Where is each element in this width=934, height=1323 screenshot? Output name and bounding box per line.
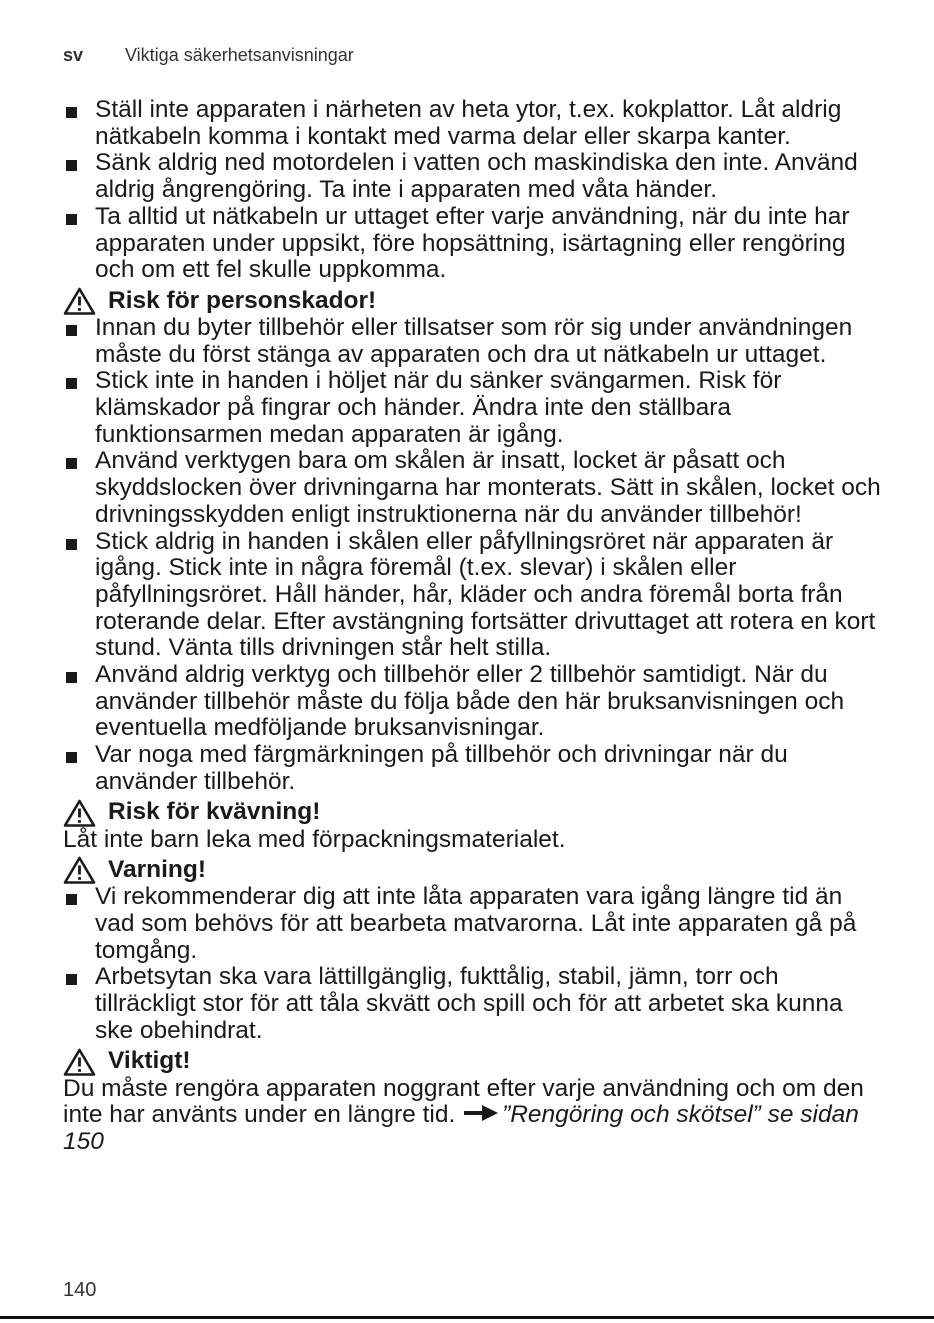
important-heading: Viktigt! [63, 1048, 883, 1076]
suffocation-heading: Risk för kvävning! [63, 799, 883, 827]
list-item: Ta alltid ut nätkabeln ur uttaget efter varje användning, när du inte har apparaten under uppsikt, före hopsättning, isärtagning eller rengöring och om ett fel skulle uppkomma. [63, 204, 883, 284]
list-item: Vi rekommenderar dig att inte låta apparaten vara igång längre tid än vad som behövs för att bearbeta matvarorna. Låt inte apparaten gå på tomgång. [63, 884, 883, 964]
list-item: Var noga med färgmärkningen på tillbehör och drivningar när du använder tillbehör. [63, 742, 883, 795]
square-bullet-icon [66, 458, 77, 469]
warning-triangle-icon [63, 287, 96, 315]
intro-bullet-list [63, 97, 883, 284]
list-item: Arbetsytan ska vara lättillgänglig, fukttålig, stabil, jämn, torr och tillräckligt stor för att tåla skvätt och spill och för att arbetet ska kunna ske obehindrat. [63, 964, 883, 1044]
square-bullet-icon [66, 378, 77, 389]
list-item: Stick aldrig in handen i skålen eller påfyllningsröret när apparaten är igång. Stick inte in några föremål (t.ex. slevar) i skålen eller påfyllningsröret. Håll händer, hår, kläder och andra föremål borta från roterande delar. Efter avstängning fortsätter drivuttaget att rotera en kort stund. Vänta tills drivningen står helt stilla. [63, 529, 883, 663]
list-item: Innan du byter tillbehör eller tillsatser som rör sig under användningen måste du först stänga av apparaten och dra ut nätkabeln ur uttaget. [63, 315, 883, 368]
square-bullet-icon [66, 752, 77, 763]
suffocation-section [63, 799, 883, 854]
list-item: Ställ inte apparaten i närheten av heta ytor, t.ex. kokplattor. Låt aldrig nätkabeln komma i kontakt med varma delar eller skarpa kanter. [63, 97, 883, 150]
warning-bullet-list [63, 884, 883, 1044]
square-bullet-icon [66, 214, 77, 225]
suffocation-text: Låt inte barn leka med förpackningsmaterialet. [63, 825, 566, 853]
footer-divider [0, 1316, 934, 1319]
list-item: Stick inte in handen i höljet när du sänker svängarmen. Risk för klämskador på fingrar och händer. Ändra inte den ställbara funktionsarmen medan apparaten är igång. [63, 368, 883, 448]
warning-triangle-icon [63, 799, 96, 827]
page-header [63, 44, 354, 66]
section-title: Viktiga säkerhetsanvisningar [125, 45, 354, 65]
injury-heading: Risk för personskador! [63, 287, 883, 315]
warning-triangle-icon [63, 856, 96, 884]
important-text: Du måste rengöra apparaten noggrant efter varje användning och om den inte har använts under en längre tid. ”Rengöring och skötsel” se sidan 150 [63, 1074, 864, 1155]
page-number: 140 [63, 1279, 97, 1301]
important-section [63, 1048, 883, 1156]
page-content [63, 97, 883, 1156]
list-item: Använd aldrig verktyg och tillbehör eller 2 tillbehör samtidigt. När du använder tillbehör måste du följa både den här bruksanvisningen och eventuella medföljande bruksanvisningar. [63, 662, 883, 742]
arrow-right-icon [464, 1105, 498, 1121]
square-bullet-icon [66, 974, 77, 985]
warning-heading: Varning! [63, 856, 883, 884]
square-bullet-icon [66, 539, 77, 550]
language-code: sv [63, 45, 84, 65]
warning-triangle-icon [63, 1048, 96, 1076]
warning-section [63, 856, 883, 1044]
square-bullet-icon [66, 672, 77, 683]
injury-section [63, 287, 883, 796]
square-bullet-icon [66, 894, 77, 905]
list-item: Sänk aldrig ned motordelen i vatten och maskindiska den inte. Använd aldrig ångrengöring. Ta inte i apparaten med våta händer. [63, 150, 883, 203]
injury-bullet-list [63, 315, 883, 796]
cross-reference-link[interactable]: ”Rengöring och skötsel” se sidan 150 [63, 1101, 859, 1155]
square-bullet-icon [66, 160, 77, 171]
square-bullet-icon [66, 107, 77, 118]
square-bullet-icon [66, 325, 77, 336]
list-item: Använd verktygen bara om skålen är insatt, locket är påsatt och skyddslocken över drivningarna har monterats. Sätt in skålen, locket och drivningsskydden enligt instruktionerna när du använder tillbehör! [63, 448, 883, 528]
